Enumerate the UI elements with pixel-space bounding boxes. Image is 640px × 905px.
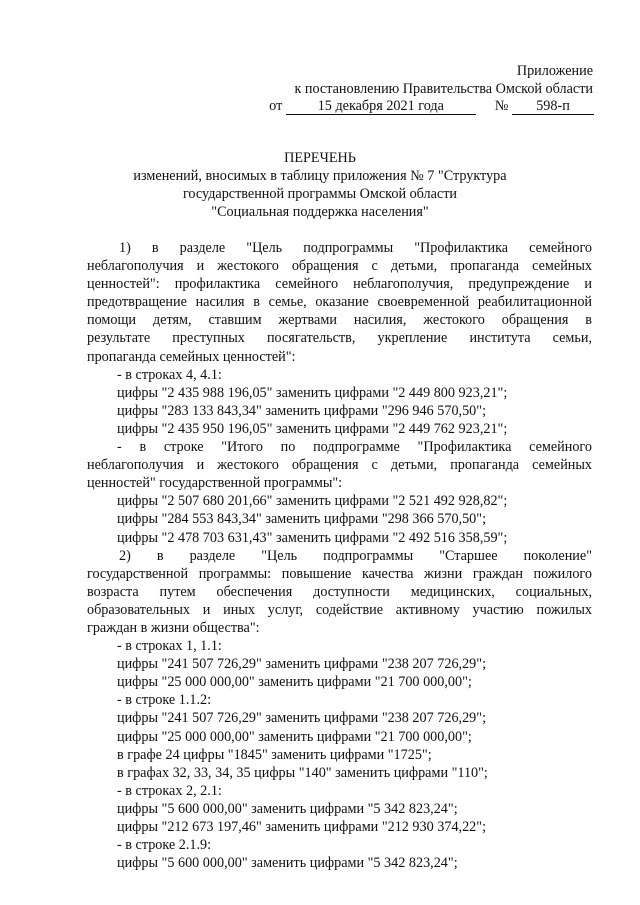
text-line: цифры "2 435 988 196,05" заменить цифрами "2 449 800 923,21"; bbox=[117, 384, 508, 401]
text-line: цифры "283 133 843,34" заменить цифрами "296 946 570,50"; bbox=[117, 402, 487, 419]
text-line: цифры "2 507 680 201,66" заменить цифрами "2 521 492 928,82"; bbox=[117, 493, 508, 510]
text-line: цифры "212 673 197,46" заменить цифрами "212 930 374,22"; bbox=[117, 819, 487, 835]
resolution-number: 598-п bbox=[512, 99, 594, 115]
document-title: ПЕРЕЧЕНЬ bbox=[284, 150, 356, 166]
text-line: цифры "241 507 726,29" заменить цифрами "238 207 726,29"; bbox=[117, 710, 487, 727]
number-sign: № bbox=[494, 98, 509, 114]
text-line: ценностей" государственной программы": bbox=[87, 475, 343, 492]
date-prefix: от bbox=[269, 98, 283, 114]
text-line: пропаганда семейных ценностей": bbox=[87, 348, 296, 365]
title-line-3: "Социальная поддержка населения" bbox=[211, 204, 429, 220]
text-line: цифры "5 600 000,00" заменить цифрами "5 342 823,24"; bbox=[117, 855, 458, 872]
text-line: цифры "5 600 000,00" заменить цифрами "5 342 823,24"; bbox=[117, 800, 458, 817]
text-line: 1) в разделе "Цель подпрограммы "Профилактика семейного bbox=[119, 240, 592, 256]
text-line: - в строках 1, 1.1: bbox=[117, 638, 222, 655]
text-line: образовательных и иных услуг, содействие активному участию пожилых bbox=[87, 601, 592, 618]
resolution-date-number bbox=[269, 97, 594, 115]
resolution-reference: к постановлению Правительства Омской области bbox=[294, 81, 593, 97]
text-line: предотвращение насилия в семье, оказание своевременной реабилитационной bbox=[87, 294, 592, 311]
text-line: цифры "25 000 000,00" заменить цифрами "21 700 000,00"; bbox=[117, 674, 472, 691]
appendix-label: Приложение bbox=[516, 63, 593, 79]
text-line: возраста путем обеспечения доступности медицинских, социальных, bbox=[87, 583, 592, 600]
text-line: государственной программы: повышение качества жизни граждан пожилого bbox=[87, 565, 592, 582]
text-line: помощи детям, ставшим жертвами насилия, жестокого обращения в bbox=[87, 312, 592, 329]
title-line-1: изменений, вносимых в таблицу приложения № 7 "Структура bbox=[133, 168, 507, 184]
text-line: граждан в жизни общества": bbox=[87, 619, 260, 636]
text-line: неблагополучия и жестокого обращения с детьми, пропаганда семейных bbox=[87, 457, 592, 474]
text-line: - в строке 1.1.2: bbox=[117, 692, 212, 709]
text-line: ценностей": профилактика семейного неблагополучия, предупреждение и bbox=[87, 276, 592, 293]
text-line: цифры "284 553 843,34" заменить цифрами "298 366 570,50"; bbox=[117, 511, 487, 528]
text-line: цифры "2 478 703 631,43" заменить цифрами "2 492 516 358,59"; bbox=[117, 529, 508, 546]
text-line: 2) в разделе "Цель подпрограммы "Старшее поколение" bbox=[119, 547, 592, 564]
text-line: в графах 32, 33, 34, 35 цифры "140" заменить цифрами "110"; bbox=[117, 764, 488, 781]
text-line: - в строке "Итого по подпрограмме "Профилактика семейного bbox=[117, 439, 592, 456]
text-line: - в строках 4, 4.1: bbox=[117, 366, 222, 383]
document-body bbox=[87, 239, 592, 872]
text-line: в графе 24 цифры "1845" заменить цифрами "1725"; bbox=[117, 746, 432, 763]
text-line: цифры "25 000 000,00" заменить цифрами "21 700 000,00"; bbox=[117, 728, 472, 745]
title-line-2: государственной программы Омской области bbox=[182, 186, 458, 202]
text-line: результате преступных посягательств, укрепление института семьи, bbox=[87, 330, 592, 347]
text-line: цифры "241 507 726,29" заменить цифрами "238 207 726,29"; bbox=[117, 656, 487, 673]
text-line: - в строке 2.1.9: bbox=[117, 837, 212, 854]
resolution-date: 15 декабря 2021 года bbox=[286, 99, 476, 115]
text-line: - в строках 2, 2.1: bbox=[117, 782, 222, 799]
text-line: неблагополучия и жестокого обращения с детьми, пропаганда семейных bbox=[87, 258, 592, 275]
text-line: цифры "2 435 950 196,05" заменить цифрами "2 449 762 923,21"; bbox=[117, 420, 508, 437]
